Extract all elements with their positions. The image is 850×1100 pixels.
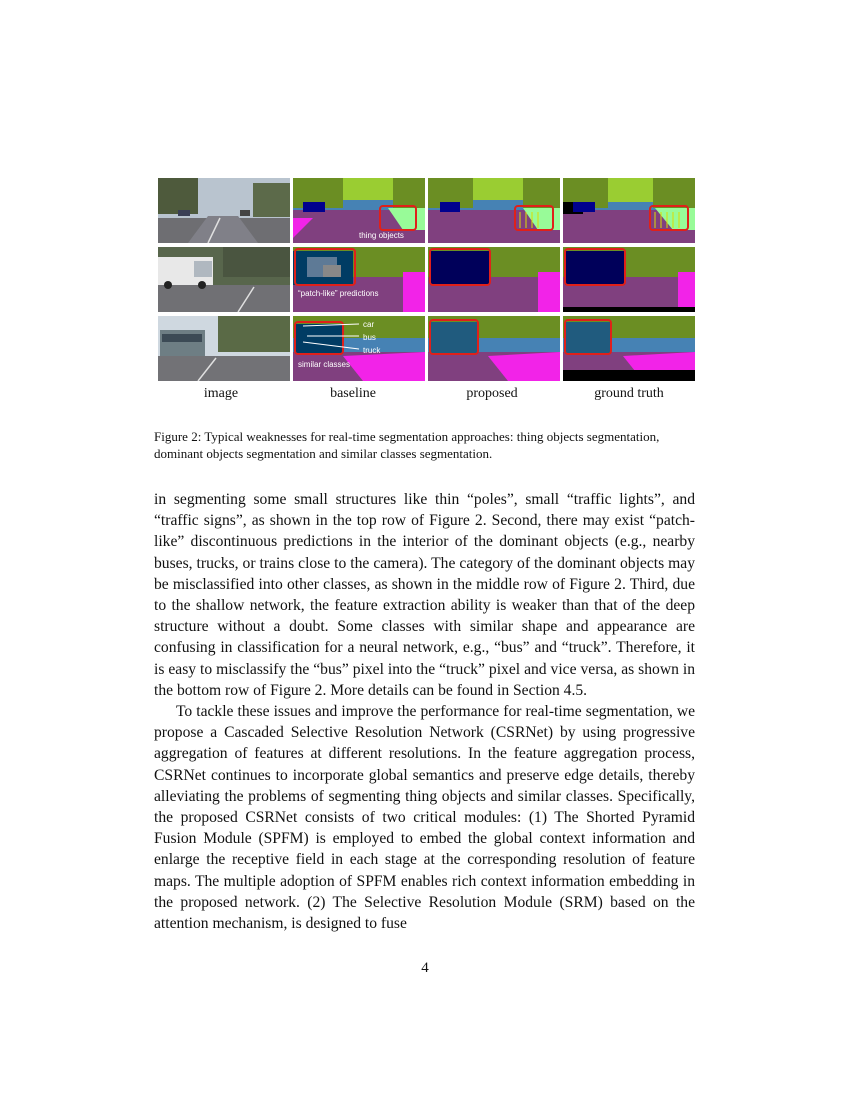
ground-truth-row1 [563,178,695,243]
annotation-similar-classes: similar classes [298,360,351,369]
baseline-row3 [293,316,425,381]
column-label-proposed: proposed [466,386,518,401]
proposed-row3 [428,316,560,381]
page-number: 4 [421,960,429,976]
paragraph-2: To tackle these issues and improve the performance for real-time segmentation, we propose a Cascaded Selective Resolution Network (CSRNet) by using progressive aggregation of features at different resolutions. In the feature aggregation process, CSRNet continues to incorporate global semantics and preserve edge details, thereby alleviating the problems of segmenting thing objects and similar classes. Specifically, the proposed CSRNet consists of two critical modules: (1) The Shorted Pyramid Fusion Module (SPFM) is employed to embed the global context information and enlarge the receptive field in each stage at the corresponding resolution of feature maps. The multiple adoption of SPFM enables rich context information embedding in the proposed network. (2) The Selective Resolution Module (SRM) based on the attention mechanism, is designed to fuse [154,703,695,933]
annotation-truck: truck [363,346,381,355]
image-row1 [158,178,290,243]
paragraph-1: in segmenting some small structures like thin “poles”, small “traffic lights”, and “traffic signs”, as shown in the top row of Figure 2. Second, there may exist “patch-like” discontinuous predictions in the interior of the dominant objects (e.g., nearby buses, trucks, or trains close to the camera). The category of the dominant objects may be misclassified into other classes, as shown in the middle row of Figure 2. Third, due to the shallow network, the feature extraction ability is weaker than that of the deep structure without a doubt. Some classes with similar shape and appearance are confusing in classification for a neural network, e.g., “bus” and “truck”. Therefore, it is easy to misclassify the “bus” pixel into the “truck” pixel and vice versa, as shown in the bottom row of Figure 2. More details can be found in Section 4.5. [154,491,695,699]
image-row2 [158,247,290,312]
column-label-ground-truth: ground truth [594,386,664,401]
column-label-baseline: baseline [330,386,376,401]
proposed-row1 [428,178,560,243]
figure-caption: Figure 2: Typical weaknesses for real-time segmentation approaches: thing objects segmentation, dominant objects segmentation and similar classes segmentation. [154,429,660,461]
figure-2 [158,178,695,384]
proposed-row2 [428,247,560,312]
image-row3 [158,316,290,381]
column-label-image: image [203,386,239,401]
ground-truth-row2 [563,247,695,312]
body-text [154,489,695,934]
annotation-bus: bus [363,333,376,342]
annotation-car: car [363,320,375,329]
annotation-patch-like: “patch-like” predictions [298,289,379,298]
baseline-row2 [293,247,425,312]
annotation-thing-objects: thing objects [359,231,404,240]
ground-truth-row3 [563,316,695,381]
